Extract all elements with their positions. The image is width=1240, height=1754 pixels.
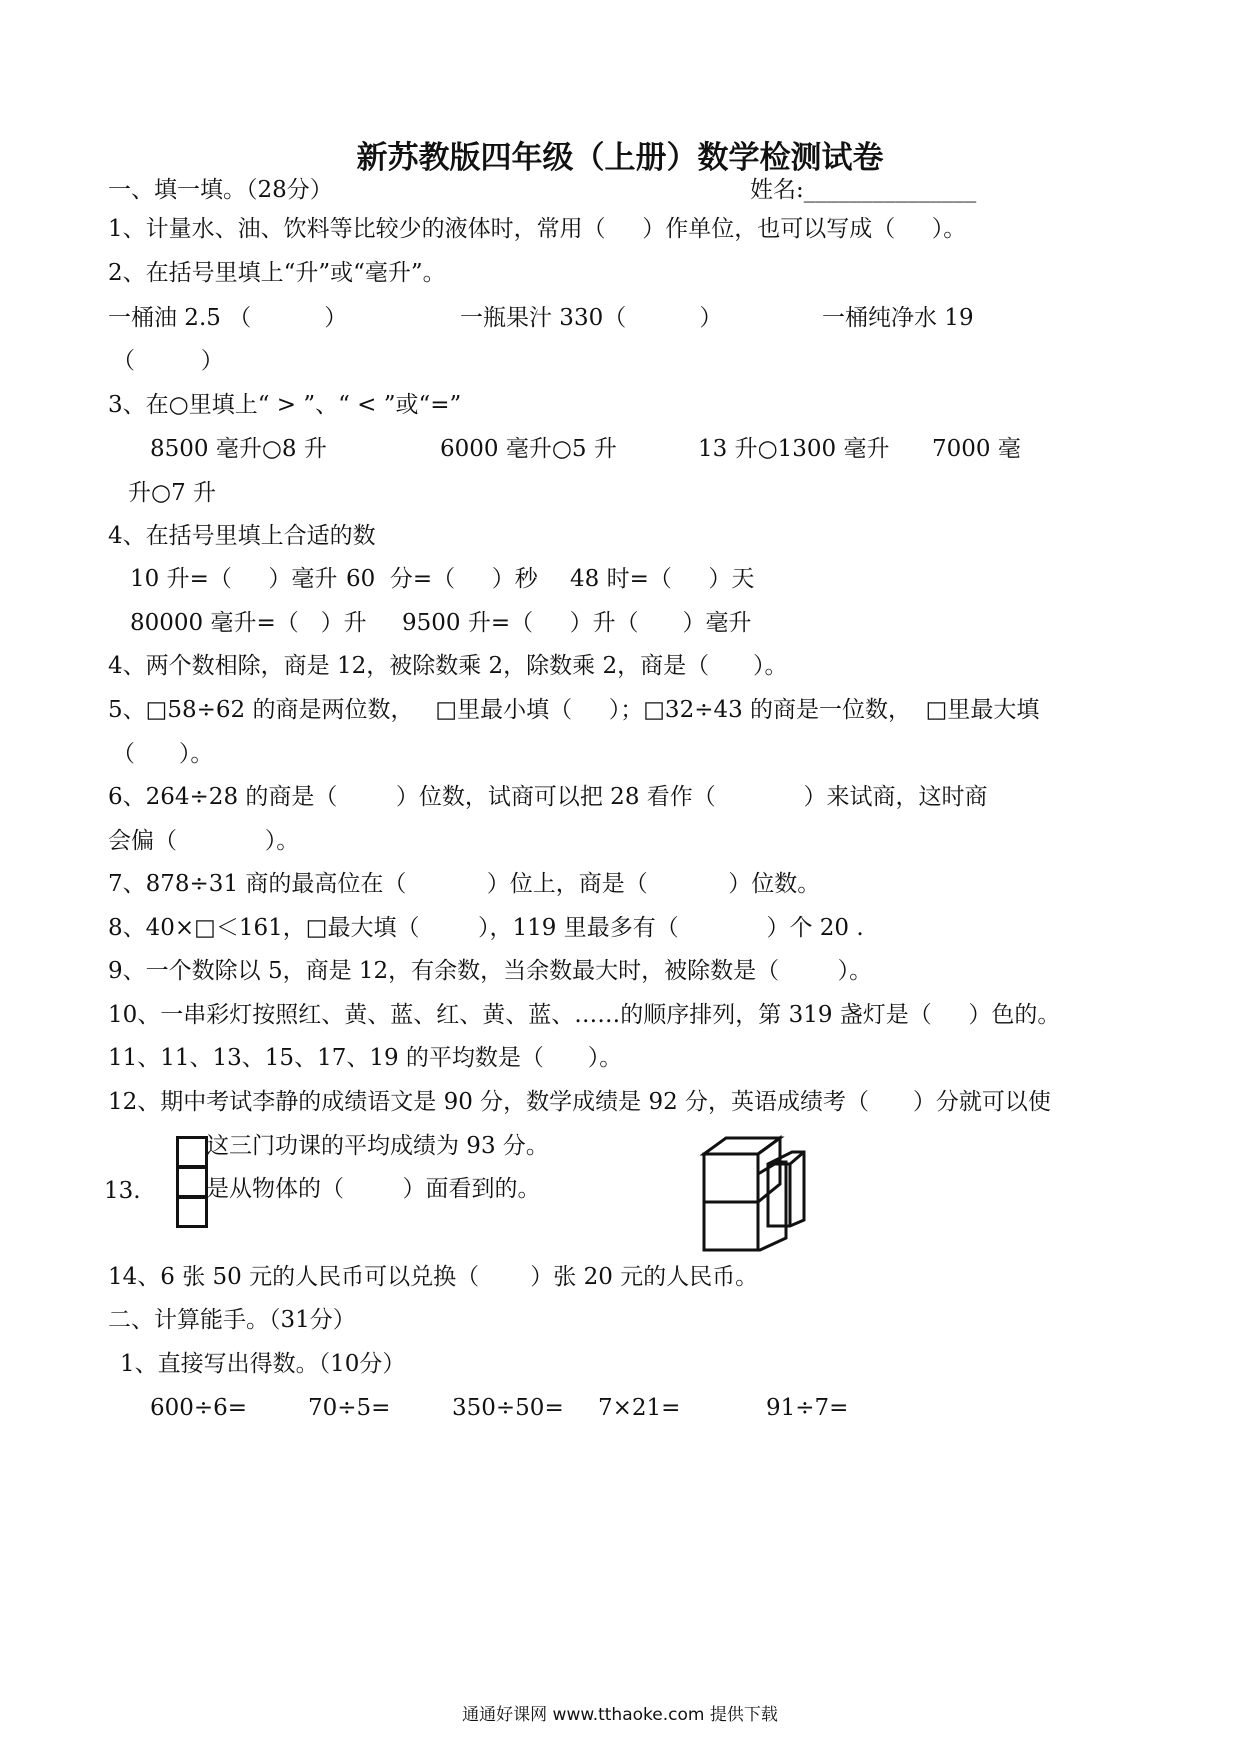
q3-item-4-cont: 升○7 升 [128,480,217,506]
question-13: 是从物体的（ ）面看到的。 [206,1176,541,1202]
section1-heading: 一、填一填。（28分） [108,177,333,203]
q4a-item-5: 9500 升=（ ）升（ ）毫升 [402,610,752,636]
question-3: 3、在○里填上“ > ”、“ < ”或“=” [108,392,462,418]
q4a-item-4: 80000 毫升=（ ）升 [130,610,367,636]
question-6-cont: 会偏（ ）。 [108,828,300,854]
question-1: 1、计量水、油、饮料等比较少的液体时，常用（ ）作单位，也可以写成（ ）。 [108,216,967,242]
calc-item-3: 350÷50= [452,1395,564,1421]
q2-item-water: 一桶纯净水 19 [822,305,974,331]
section2-heading: 二、计算能手。（31分） [108,1307,356,1333]
q4a-item-1: 10 升=（ ）毫升 [130,566,338,592]
question-12-cont: 这三门功课的平均成绩为 93 分。 [206,1133,549,1159]
question-5-cont: （ ）。 [112,741,214,767]
question-10: 10、一串彩灯按照红、黄、蓝、红、黄、蓝、……的顺序排列，第 319 盏灯是（ ）色的。 [108,1002,1061,1028]
question-13-number: 13. [104,1178,141,1204]
q3-item-2: 6000 毫升○5 升 [440,436,617,462]
calc-item-2: 70÷5= [308,1395,391,1421]
question-14: 14、6 张 50 元的人民币可以兑换（ ）张 20 元的人民币。 [108,1264,759,1290]
question-9: 9、一个数除以 5，商是 12，有余数，当余数最大时，被除数是（ ）。 [108,958,873,984]
cube-stack-figure [690,1130,810,1260]
question-5: 5、□58÷62 的商是两位数， □里最小填（ ）；□32÷43 的商是一位数， □里最大填 [108,697,1040,723]
name-field-label: 姓名:_______________ [750,177,977,203]
view-square-middle [176,1166,208,1198]
q3-item-1: 8500 毫升○8 升 [150,436,327,462]
page-title: 新苏教版四年级（上册）数学检测试卷 [356,140,884,176]
q4a-item-2: 60 分=（ ）秒 [346,566,538,592]
question-4b: 4、两个数相除，商是 12，被除数乘 2，除数乘 2，商是（ ）。 [108,653,788,679]
footer-source: 通通好课网 www.tthaoke.com 提供下载 [462,1705,778,1725]
q3-item-3: 13 升○1300 毫升 [698,436,890,462]
question-6: 6、264÷28 的商是（ ）位数，试商可以把 28 看作（ ）来试商，这时商 [108,784,988,810]
q4a-item-3: 48 时=（ ）天 [570,566,755,592]
view-square-bottom [176,1196,208,1228]
question-4a: 4、在括号里填上合适的数 [108,523,376,549]
calc-item-4: 7×21= [598,1395,681,1421]
question-2: 2、在括号里填上“升”或“毫升”。 [108,260,446,286]
q2-item-water-blank: （ ） [112,348,224,374]
calc-item-1: 600÷6= [150,1395,248,1421]
question-12: 12、期中考试李静的成绩语文是 90 分，数学成绩是 92 分，英语成绩考（ ）分就可以使 [108,1089,1051,1115]
question-8: 8、40×□＜161，□最大填（ ），119 里最多有（ ）个 20 . [108,915,864,941]
calc-item-5: 91÷7= [766,1395,849,1421]
q2-item-oil: 一桶油 2.5 （ ） [108,305,348,331]
section2-subheading: 1、直接写出得数。（10分） [120,1351,406,1377]
question-7: 7、878÷31 商的最高位在（ ）位上，商是（ ）位数。 [108,871,821,897]
q3-item-4: 7000 毫 [932,436,1021,462]
question-11: 11、11、13、15、17、19 的平均数是（ ）。 [108,1045,623,1071]
q2-item-juice: 一瓶果汁 330（ ） [460,305,723,331]
view-square-top [176,1136,208,1168]
